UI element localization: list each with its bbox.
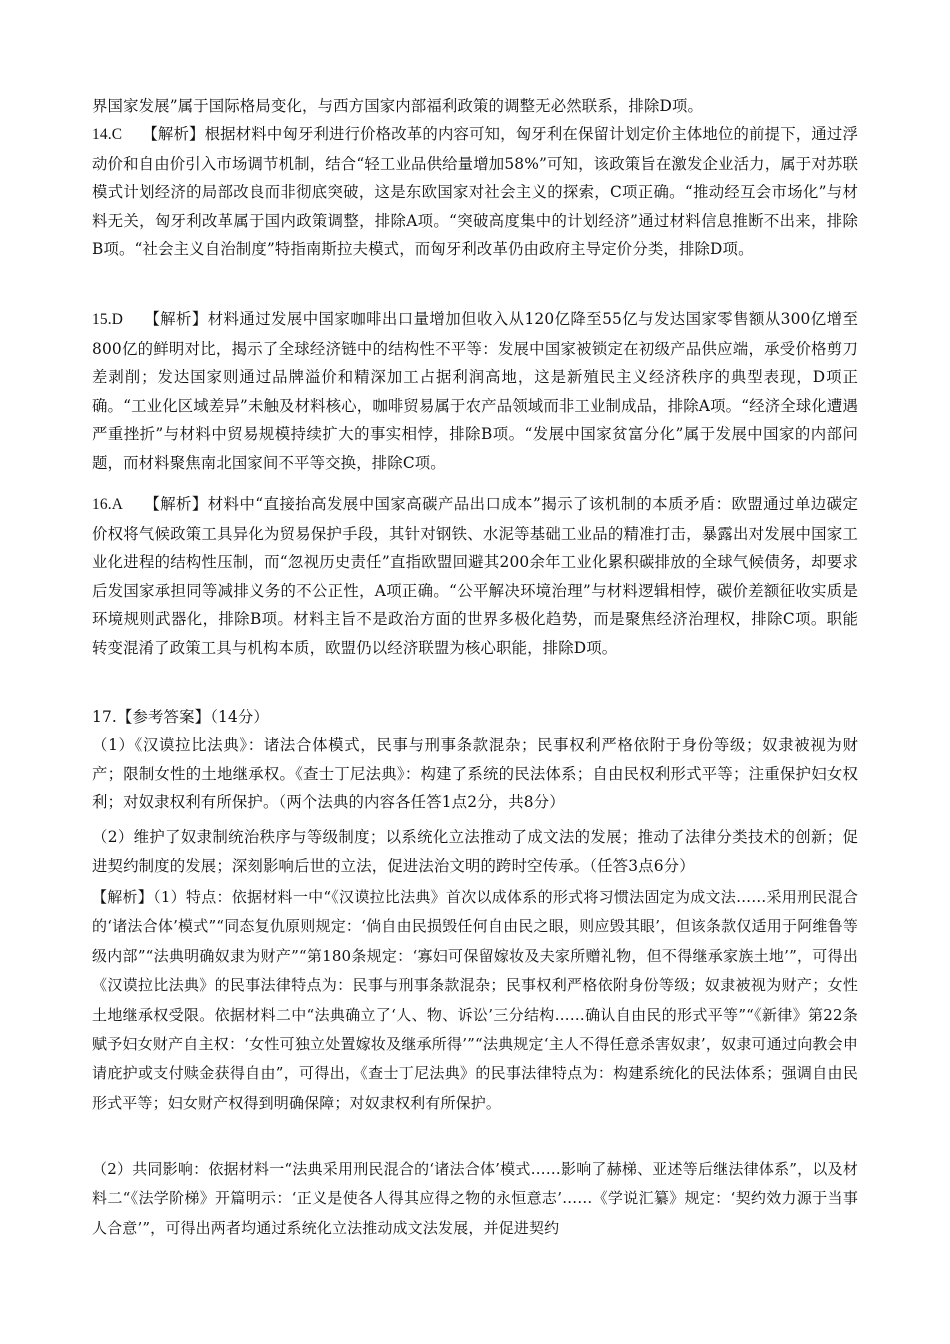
question-16-text: 材料中“直接抬高发展中国家高碳产品出口成本”揭示了该机制的本质矛盾：欧盟通过单边碳定价权将气候政策工具异化为贸易保护手段，其针对钢铁、水泥等基础工业品的精准打击，暴露出对发展中国家工业化进程的结构性压制，而“忽视历史责任”直指欧盟回避其200余年工业化累积碳排放的全球气候债务，却要求后发国家承担同等减排义务的不公正性，A项正确。“公平解决环境治理”与材料逻辑相悖，碳价差额征收实质是环境规则武器化，排除B项。材料主旨不是政治方面的世界多极化趋势，而是聚焦经济治理权，排除C项。职能转变混淆了政策工具与机构本质，欧盟仍以经济联盟为核心职能，排除D项。 [92,495,858,657]
intro-text: 界国家发展”属于国际格局变化，与西方国家内部福利政策的调整无必然联系，排除D项。 [92,97,704,115]
question-16-analysis [92,490,858,663]
question-16-number: 16.A [92,496,123,513]
question-17-analysis-1: 【解析】（1）特点：依据材料一中“《汉谟拉比法典》首次以成体系的形式将习惯法固定为成文法……采用刑民混合的‘诸法合体’模式”“同态复仇原则规定：‘倘自由民损毁任何自由民之眼，则应毁其眼’，但该条款仅适用于阿维鲁等级内部”“法典明确奴隶为财产”“第180条规定：‘寡妇可保留嫁妆及夫家所赠礼物，但不得继承家族土地’”，可得出《汉谟拉比法典》的民事法律特点为：民事与刑事条款混杂；民事权利严格依附身份等级；奴隶被视为财产；女性土地继承权受限。依据材料二中“法典确立了‘人、物、诉讼’三分结构……确认自由民的形式平等”“《新律》第22条赋予妇女财产自主权：‘女性可独立处置嫁妆及继承所得’”“法典规定‘主人不得任意杀害奴隶’，奴隶可通过向教会申请庇护或支付赎金获得自由”，可得出，《查士丁尼法典》的民事法律特点为：构建系统化的民法体系；强调自由民形式平等；妇女财产权得到明确保障；对奴隶权利有所保护。 [92,888,858,1112]
question-15-text: 材料通过发展中国家咖啡出口量增加但收入从120亿降至55亿与发达国家零售额从300亿增至800亿的鲜明对比，揭示了全球经济链中的结构性不平等：发展中国家被锁定在初级产品供应端，承受价格剪刀差剥削；发达国家则通过品牌溢价和精深加工占据利润高地，这是新殖民主义经济秩序的典型表现，D项正确。“工业化区域差异”未触及材料核心，咖啡贸易属于农产品领域而非工业制成品，排除A项。“经济全球化遭遇严重挫折”与材料中贸易规模持续扩大的事实相悖，排除B项。“发展中国家贫富分化”属于发展中国家的内部问题，而材料聚焦南北国家间不平等交换，排除C项。 [92,310,859,472]
question-17-header: 17.【参考答案】（14分） [92,708,269,726]
question-15-number: 15.D [92,311,123,328]
question-15-label: 【解析】 [144,310,208,328]
question-17-answer-2: （2）维护了奴隶制统治秩序与等级制度；以系统化立法推动了成文法的发展；推动了法律分类技术的创新；促进契约制度的发展；深刻影响后世的立法，促进法治文明的跨时空传承。（任答3点6分） [92,828,858,875]
question-14-number: 14.C [92,126,123,143]
question-14-analysis [92,120,858,264]
question-16-label: 【解析】 [144,495,208,513]
question-17-analysis-2: （2）共同影响：依据材料一“法典采用刑民混合的‘诸法合体’模式……影响了赫梯、亚述等后继法律体系”，以及材料二“《法学阶梯》开篇明示：‘正义是使各人得其应得之物的永恒意志’……《学说汇纂》规定：‘契约效力源于当事人合意’”，可得出两者均通过系统化立法推动成文法发展，并促进契约 [92,1160,858,1237]
question-15-analysis [92,305,858,478]
question-14-text: 根据材料中匈牙利进行价格改革的内容可知，匈牙利在保留计划定价主体地位的前提下，通过浮动价和自由价引入市场调节机制，结合“轻工业品供给量增加58%”可知，该政策旨在激发企业活力，属于对苏联模式计划经济的局部改良而非彻底突破，这是东欧国家对社会主义的探索，C项正确。“推动经互会市场化”与材料无关，匈牙利改革属于国内政策调整，排除A项。“突破高度集中的计划经济”通过材料信息推断不出来，排除B项。“社会主义自治制度”特指南斯拉夫模式，而匈牙利改革仍由政府主导定价分类，排除D项。 [92,125,858,259]
question-14-label: 【解析】 [142,125,205,143]
question-17-answer-1: （1）《汉谟拉比法典》：诸法合体模式，民事与刑事条款混杂；民事权利严格依附于身份等级；奴隶被视为财产；限制女性的土地继承权。《查士丁尼法典》：构建了系统的民法体系；自由民权利形式平等；注重保护妇女权利；对奴隶权利有所保护。（两个法典的内容各任答1点2分，共8分） [92,736,858,812]
intro-paragraph [92,92,858,121]
